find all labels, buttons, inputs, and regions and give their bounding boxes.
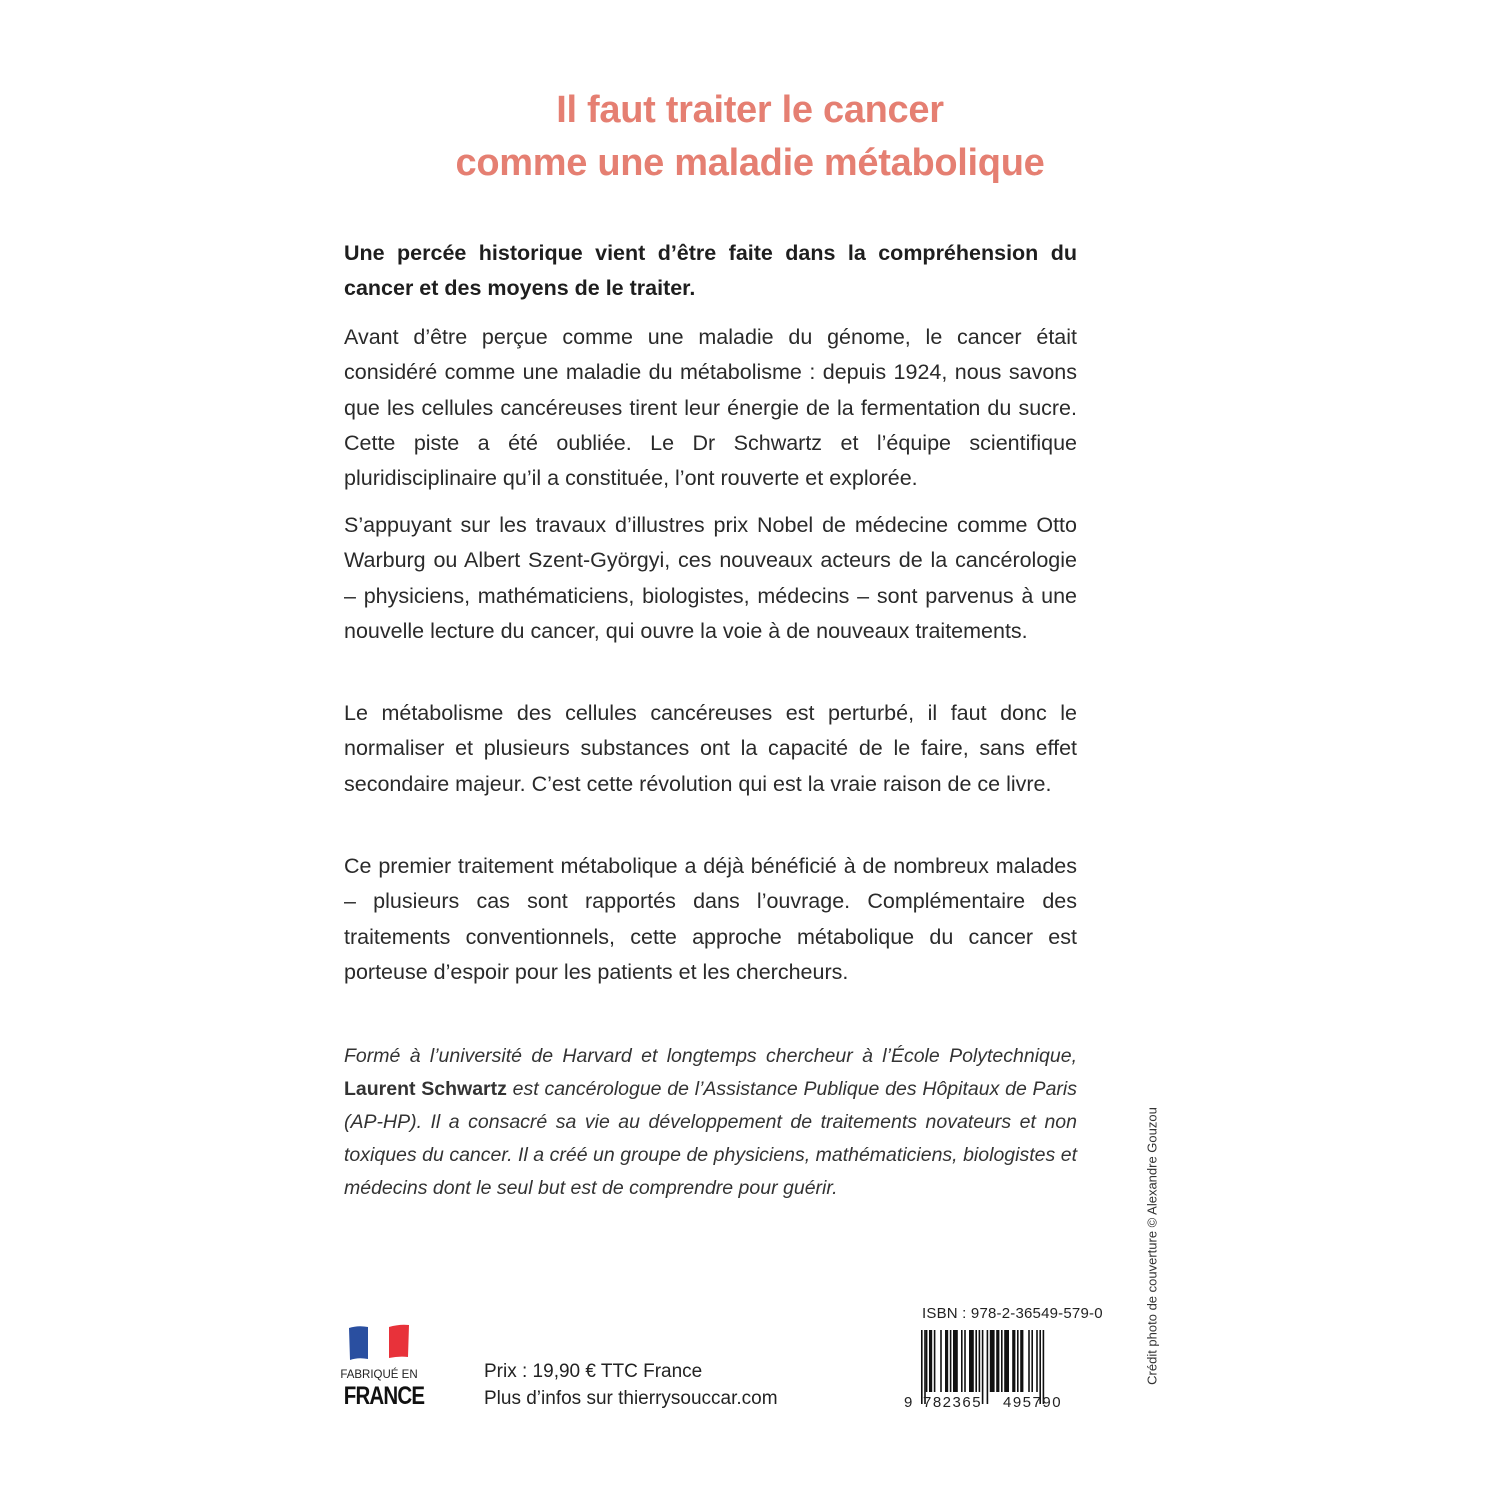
title-line-2: comme une maladie métabolique: [455, 142, 1045, 184]
back-cover-title: [300, 84, 1200, 190]
isbn-number: ISBN : 978-2-36549-579-0: [922, 1305, 1103, 1322]
made-in-label: FABRIQUÉ EN: [340, 1369, 418, 1381]
french-flag-icon: [348, 1323, 410, 1361]
body-paragraph-2: S’appuyant sur les travaux d’illustres prix Nobel de médecine comme Otto Warburg ou Albert Szent-Györgyi, ces nouveaux acteurs de la cancérologie – physiciens, mathématiciens, biologistes, médecins – sont parvenus à une nouvelle lecture du cancer, qui ouvre la voie à de nouveaux traitements.: [344, 513, 1077, 643]
price-text: Prix : 19,90 € TTC France: [484, 1361, 703, 1382]
barcode-digits-right: 495790: [1003, 1394, 1063, 1411]
made-in-country: FRANCE: [343, 1382, 425, 1410]
barcode-digits-left: 782365: [923, 1394, 983, 1411]
author-name: Laurent Schwartz: [344, 1078, 507, 1100]
barcode-digit-first: 9: [904, 1394, 913, 1411]
author-bio: [344, 1040, 1077, 1205]
website-info: Plus d’infos sur thierrysouccar.com: [484, 1388, 778, 1409]
title-line-1: Il faut traiter le cancer: [556, 89, 944, 131]
bio-text-end: est cancérologue de l’Assistance Publique des Hôpitaux de Paris (AP-HP). Il a consacré sa vie au développement de traitements novateurs et non toxiques du cancer. Il a créé un groupe de physiciens, mathématiciens, biologistes et médecins dont le seul but est de comprendre pour guérir.: [344, 1078, 1077, 1199]
body-paragraph-3: Le métabolisme des cellules cancéreuses est perturbé, il faut donc le normaliser et plusieurs substances ont la capacité de le faire, sans effet secondaire majeur. C’est cette révolution qui est la vraie raison de ce livre.: [344, 701, 1077, 796]
lead-paragraph: Une percée historique vient d’être faite dans la compréhension du cancer et des moyens de le traiter.: [344, 241, 1077, 300]
body-paragraph-4: Ce premier traitement métabolique a déjà bénéficié à de nombreux malades – plusieurs cas sont rapportés dans l’ouvrage. Complémentaire des traitements conventionnels, cette approche métabolique du cancer est porteuse d’espoir pour les patients et les chercheurs.: [344, 854, 1077, 984]
bio-text-start: Formé à l’université de Harvard et longtemps chercheur à l’École Polytechnique,: [344, 1045, 1077, 1067]
photo-credit: Crédit photo de couverture © Alexandre Gouzou: [1144, 1107, 1160, 1385]
body-paragraph-1: Avant d’être perçue comme une maladie du génome, le cancer était considéré comme une maladie du métabolisme : depuis 1924, nous savons que les cellules cancéreuses tirent leur énergie de la fermentation du sucre. Cette piste a été oubliée. Le Dr Schwartz et l’équipe scientifique pluridisciplinaire qu’il a constituée, l’ont rouverte et explorée.: [344, 325, 1077, 491]
